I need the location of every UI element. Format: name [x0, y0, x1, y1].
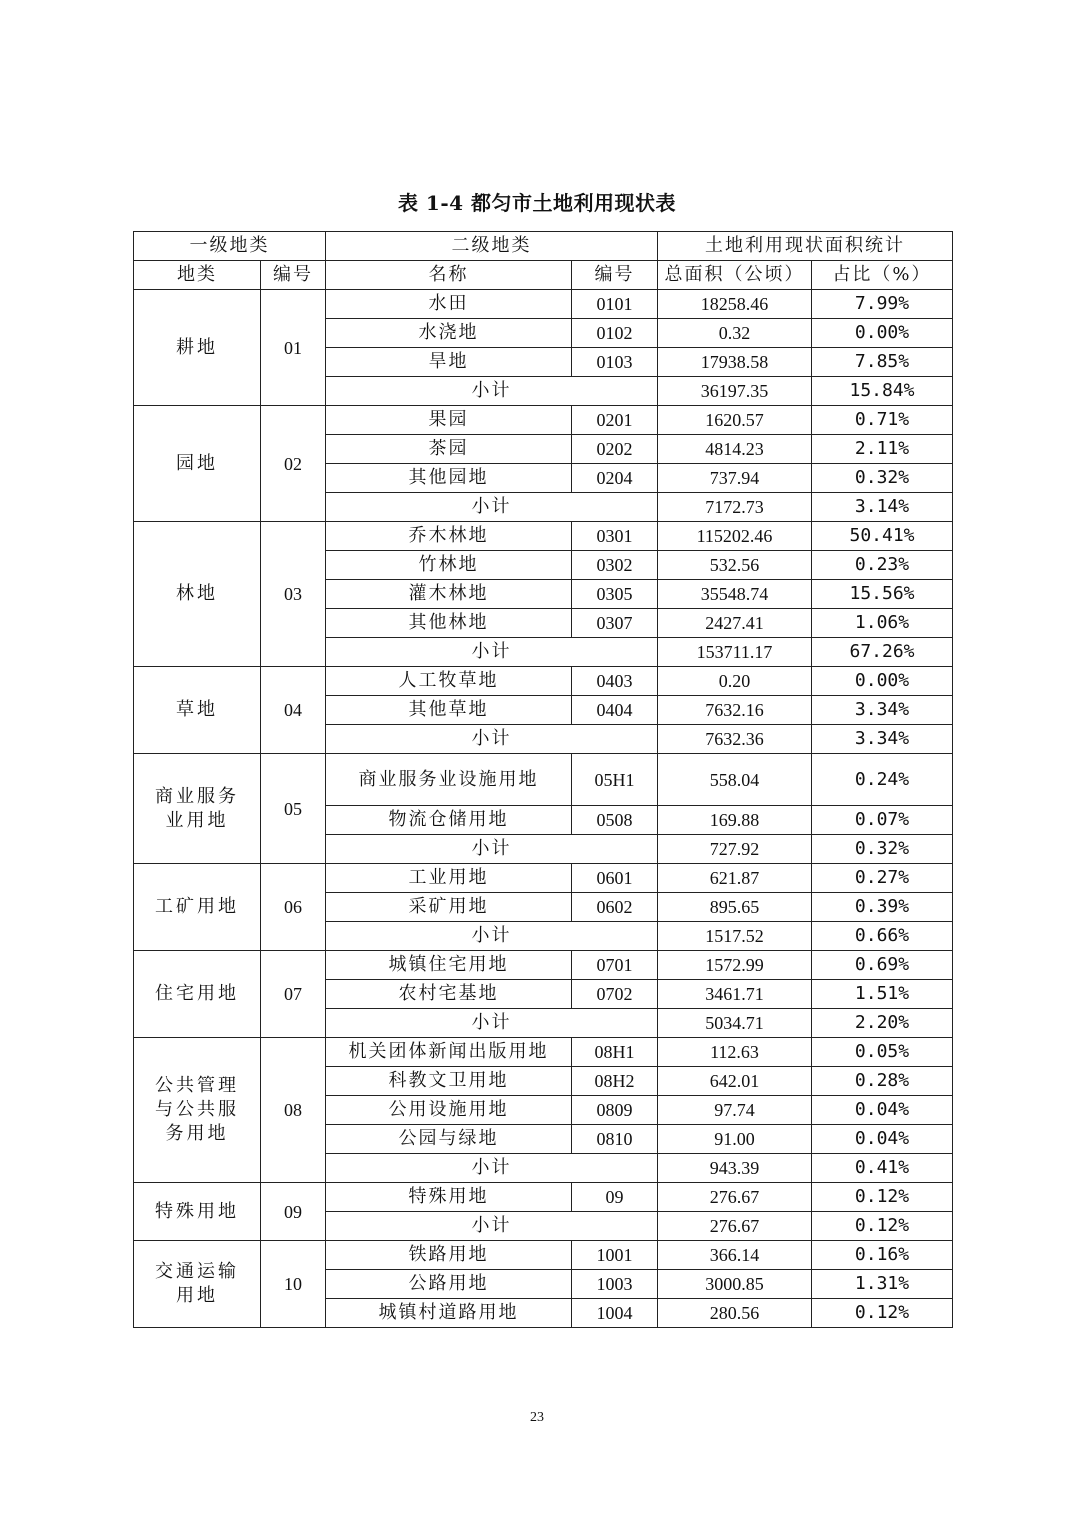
subclass-code-cell: 0102 — [572, 319, 658, 348]
group-code-cell: 07 — [261, 951, 326, 1038]
area-cell: 0.20 — [658, 667, 812, 696]
subclass-code-cell: 0301 — [572, 522, 658, 551]
header-level1: 一级地类 — [134, 232, 326, 261]
area-cell: 737.94 — [658, 464, 812, 493]
subclass-name-cell: 铁路用地 — [326, 1241, 572, 1270]
area-cell: 115202.46 — [658, 522, 812, 551]
subclass-code-cell: 0809 — [572, 1096, 658, 1125]
ratio-cell: 0.28% — [812, 1067, 953, 1096]
subclass-name-cell: 公用设施用地 — [326, 1096, 572, 1125]
subclass-name-cell: 农村宅基地 — [326, 980, 572, 1009]
subclass-code-cell: 0810 — [572, 1125, 658, 1154]
area-cell: 895.65 — [658, 893, 812, 922]
table-row — [134, 754, 953, 806]
table-body — [134, 290, 953, 1328]
ratio-cell: 0.00% — [812, 319, 953, 348]
ratio-cell: 50.41% — [812, 522, 953, 551]
area-cell: 3000.85 — [658, 1270, 812, 1299]
subtotal-ratio: 0.12% — [812, 1212, 953, 1241]
land-use-table — [133, 231, 953, 1328]
area-cell: 1620.57 — [658, 406, 812, 435]
subclass-name-cell: 城镇村道路用地 — [326, 1299, 572, 1328]
area-cell: 276.67 — [658, 1183, 812, 1212]
subclass-code-cell: 0403 — [572, 667, 658, 696]
ratio-cell: 0.04% — [812, 1125, 953, 1154]
ratio-cell: 0.32% — [812, 464, 953, 493]
subtotal-ratio: 67.26% — [812, 638, 953, 667]
subclass-code-cell: 1004 — [572, 1299, 658, 1328]
area-cell: 4814.23 — [658, 435, 812, 464]
header-stat: 土地利用现状面积统计 — [658, 232, 953, 261]
ratio-cell: 0.04% — [812, 1096, 953, 1125]
group-name-cell: 耕地 — [134, 290, 261, 406]
area-cell: 169.88 — [658, 806, 812, 835]
ratio-cell: 1.06% — [812, 609, 953, 638]
subtotal-area: 7632.36 — [658, 725, 812, 754]
subtotal-ratio: 2.20% — [812, 1009, 953, 1038]
group-name-cell: 特殊用地 — [134, 1183, 261, 1241]
table-row — [134, 667, 953, 696]
subclass-name-cell: 水浇地 — [326, 319, 572, 348]
subclass-code-cell: 0508 — [572, 806, 658, 835]
subtotal-label: 小计 — [326, 835, 658, 864]
table-row — [134, 1241, 953, 1270]
ratio-cell: 0.27% — [812, 864, 953, 893]
group-code-cell: 09 — [261, 1183, 326, 1241]
area-cell: 91.00 — [658, 1125, 812, 1154]
subclass-code-cell: 08H1 — [572, 1038, 658, 1067]
group-code-cell: 06 — [261, 864, 326, 951]
subtotal-ratio: 3.14% — [812, 493, 953, 522]
group-name-cell: 林地 — [134, 522, 261, 667]
subclass-code-cell: 0602 — [572, 893, 658, 922]
group-name-cell: 商业服务 业用地 — [134, 754, 261, 864]
header-code: 编号 — [261, 261, 326, 290]
ratio-cell: 0.00% — [812, 667, 953, 696]
subclass-code-cell: 08H2 — [572, 1067, 658, 1096]
area-cell: 35548.74 — [658, 580, 812, 609]
table-row — [134, 1038, 953, 1067]
header-code2: 编号 — [572, 261, 658, 290]
subtotal-area: 1517.52 — [658, 922, 812, 951]
subclass-name-cell: 其他草地 — [326, 696, 572, 725]
table-row — [134, 406, 953, 435]
area-cell: 2427.41 — [658, 609, 812, 638]
area-cell: 0.32 — [658, 319, 812, 348]
table-row — [134, 951, 953, 980]
subtotal-label: 小计 — [326, 377, 658, 406]
subclass-name-cell: 竹林地 — [326, 551, 572, 580]
subclass-name-cell: 旱地 — [326, 348, 572, 377]
area-cell: 280.56 — [658, 1299, 812, 1328]
subclass-code-cell: 1003 — [572, 1270, 658, 1299]
group-code-cell: 05 — [261, 754, 326, 864]
subclass-code-cell: 0201 — [572, 406, 658, 435]
group-name-cell: 交通运输 用地 — [134, 1241, 261, 1328]
subclass-name-cell: 人工牧草地 — [326, 667, 572, 696]
ratio-cell: 7.99% — [812, 290, 953, 319]
area-cell: 532.56 — [658, 551, 812, 580]
page-number: 23 — [530, 1410, 544, 1425]
subclass-name-cell: 采矿用地 — [326, 893, 572, 922]
area-cell: 7632.16 — [658, 696, 812, 725]
group-code-cell: 10 — [261, 1241, 326, 1328]
subclass-name-cell: 果园 — [326, 406, 572, 435]
subclass-name-cell: 其他林地 — [326, 609, 572, 638]
ratio-cell: 2.11% — [812, 435, 953, 464]
subclass-name-cell: 物流仓储用地 — [326, 806, 572, 835]
area-cell: 112.63 — [658, 1038, 812, 1067]
subclass-name-cell: 城镇住宅用地 — [326, 951, 572, 980]
subtotal-area: 7172.73 — [658, 493, 812, 522]
subclass-code-cell: 0305 — [572, 580, 658, 609]
ratio-cell: 0.24% — [812, 754, 953, 806]
subclass-code-cell: 0204 — [572, 464, 658, 493]
subtotal-ratio: 0.66% — [812, 922, 953, 951]
area-cell: 558.04 — [658, 754, 812, 806]
subclass-name-cell: 工业用地 — [326, 864, 572, 893]
subclass-code-cell: 05H1 — [572, 754, 658, 806]
group-code-cell: 04 — [261, 667, 326, 754]
area-cell: 1572.99 — [658, 951, 812, 980]
table-row — [134, 522, 953, 551]
subtotal-area: 943.39 — [658, 1154, 812, 1183]
group-code-cell: 03 — [261, 522, 326, 667]
subtotal-area: 36197.35 — [658, 377, 812, 406]
ratio-cell: 0.16% — [812, 1241, 953, 1270]
subclass-code-cell: 0101 — [572, 290, 658, 319]
ratio-cell: 0.12% — [812, 1299, 953, 1328]
subclass-code-cell: 1001 — [572, 1241, 658, 1270]
ratio-cell: 0.39% — [812, 893, 953, 922]
ratio-cell: 0.71% — [812, 406, 953, 435]
subclass-code-cell: 0601 — [572, 864, 658, 893]
group-code-cell: 08 — [261, 1038, 326, 1183]
ratio-cell: 0.69% — [812, 951, 953, 980]
ratio-cell: 0.12% — [812, 1183, 953, 1212]
group-name-cell: 园地 — [134, 406, 261, 522]
area-cell: 621.87 — [658, 864, 812, 893]
group-name-cell: 住宅用地 — [134, 951, 261, 1038]
subclass-code-cell: 0701 — [572, 951, 658, 980]
subclass-name-cell: 茶园 — [326, 435, 572, 464]
subclass-name-cell: 公园与绿地 — [326, 1125, 572, 1154]
header-ratio: 占比（%） — [812, 261, 953, 290]
table-row — [134, 290, 953, 319]
subclass-name-cell: 其他园地 — [326, 464, 572, 493]
header-row-1 — [134, 232, 953, 261]
area-cell: 97.74 — [658, 1096, 812, 1125]
subtotal-label: 小计 — [326, 638, 658, 667]
group-code-cell: 02 — [261, 406, 326, 522]
subtotal-ratio: 15.84% — [812, 377, 953, 406]
table-row — [134, 1183, 953, 1212]
ratio-cell: 0.07% — [812, 806, 953, 835]
area-cell: 642.01 — [658, 1067, 812, 1096]
subtotal-area: 727.92 — [658, 835, 812, 864]
subclass-name-cell: 机关团体新闻出版用地 — [326, 1038, 572, 1067]
header-level2: 二级地类 — [326, 232, 658, 261]
subclass-name-cell: 科教文卫用地 — [326, 1067, 572, 1096]
ratio-cell: 7.85% — [812, 348, 953, 377]
group-code-cell: 01 — [261, 290, 326, 406]
ratio-cell: 1.51% — [812, 980, 953, 1009]
area-cell: 18258.46 — [658, 290, 812, 319]
ratio-cell: 0.05% — [812, 1038, 953, 1067]
subtotal-ratio: 3.34% — [812, 725, 953, 754]
subclass-name-cell: 乔木林地 — [326, 522, 572, 551]
subtotal-label: 小计 — [326, 1212, 658, 1241]
subtotal-ratio: 0.41% — [812, 1154, 953, 1183]
group-name-cell: 工矿用地 — [134, 864, 261, 951]
group-name-cell: 公共管理 与公共服 务用地 — [134, 1038, 261, 1183]
header-class: 地类 — [134, 261, 261, 290]
subclass-name-cell: 公路用地 — [326, 1270, 572, 1299]
ratio-cell: 0.23% — [812, 551, 953, 580]
area-cell: 3461.71 — [658, 980, 812, 1009]
subtotal-ratio: 0.32% — [812, 835, 953, 864]
table-row — [134, 864, 953, 893]
subclass-code-cell: 0103 — [572, 348, 658, 377]
subtotal-label: 小计 — [326, 1154, 658, 1183]
subclass-code-cell: 0307 — [572, 609, 658, 638]
area-cell: 366.14 — [658, 1241, 812, 1270]
subtotal-label: 小计 — [326, 1009, 658, 1038]
subtotal-area: 5034.71 — [658, 1009, 812, 1038]
subtotal-area: 276.67 — [658, 1212, 812, 1241]
subclass-name-cell: 灌木林地 — [326, 580, 572, 609]
area-cell: 17938.58 — [658, 348, 812, 377]
subclass-name-cell: 水田 — [326, 290, 572, 319]
subclass-code-cell: 0702 — [572, 980, 658, 1009]
subtotal-label: 小计 — [326, 922, 658, 951]
ratio-cell: 3.34% — [812, 696, 953, 725]
subclass-code-cell: 0202 — [572, 435, 658, 464]
header-name: 名称 — [326, 261, 572, 290]
subclass-code-cell: 0404 — [572, 696, 658, 725]
subtotal-label: 小计 — [326, 725, 658, 754]
header-row-2 — [134, 261, 953, 290]
ratio-cell: 15.56% — [812, 580, 953, 609]
subclass-code-cell: 0302 — [572, 551, 658, 580]
group-name-cell: 草地 — [134, 667, 261, 754]
ratio-cell: 1.31% — [812, 1270, 953, 1299]
table-title: 表 1-4 都匀市土地利用现状表 — [397, 191, 677, 215]
header-area: 总面积（公顷） — [658, 261, 812, 290]
subclass-code-cell: 09 — [572, 1183, 658, 1212]
subclass-name-cell: 商业服务业设施用地 — [326, 754, 572, 806]
subclass-name-cell: 特殊用地 — [326, 1183, 572, 1212]
subtotal-area: 153711.17 — [658, 638, 812, 667]
subtotal-label: 小计 — [326, 493, 658, 522]
